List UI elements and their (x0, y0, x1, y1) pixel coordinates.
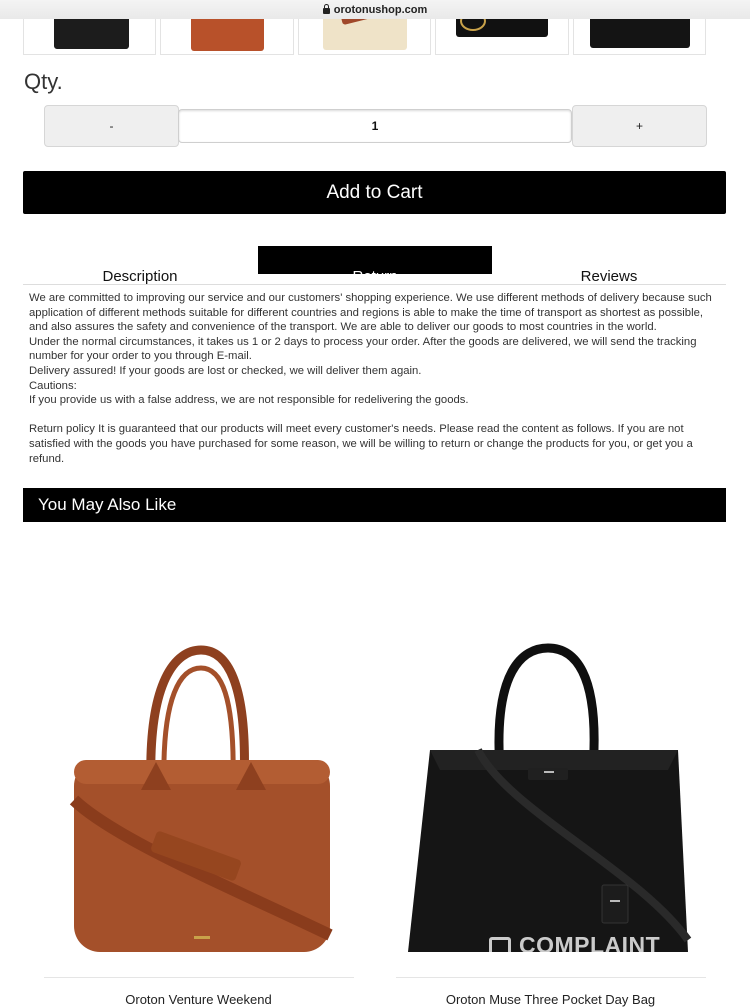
product-name[interactable]: Oroton Muse Three Pocket Day Bag (445, 992, 656, 1007)
decrease-quantity-button[interactable]: - (44, 105, 179, 147)
weekend-bag-image[interactable] (36, 640, 361, 970)
tab-reviews-label: Reviews (580, 268, 638, 285)
tab-return[interactable] (258, 246, 492, 285)
quantity-input[interactable]: 1 (178, 109, 572, 143)
cautions-paragraph: If you provide us with a false address, we are not responsible for redelivering the goods. (29, 394, 469, 407)
product-divider (396, 977, 706, 978)
quantity-label: Qty. (24, 69, 63, 94)
tab-reviews[interactable] (492, 246, 726, 285)
lock-icon (323, 8, 330, 14)
product-name[interactable]: Oroton Venture Weekend (125, 992, 272, 1007)
you-may-also-like-heading: You May Also Like (23, 488, 726, 522)
tote-bag-image[interactable] (388, 640, 713, 970)
watermark-text: COMPLAINT (519, 932, 661, 958)
watermark-logo-icon (489, 937, 511, 955)
product-card[interactable] (388, 540, 713, 1007)
url-text: orotonushop.com (333, 3, 428, 16)
tab-description[interactable] (23, 246, 257, 285)
complaint-watermark (489, 932, 660, 959)
product-card[interactable] (36, 540, 361, 1007)
increase-quantity-button[interactable]: + (572, 105, 707, 147)
browser-url-bar[interactable] (0, 0, 750, 19)
cautions-heading: Cautions: (29, 379, 77, 392)
delivery-assured-paragraph: Delivery assured! If your goods are lost or checked, we will deliver them again. (29, 364, 422, 377)
add-to-cart-button[interactable]: Add to Cart (23, 171, 726, 214)
product-info-tabs (23, 246, 726, 285)
tab-description-label: Description (102, 268, 178, 285)
return-policy-content (29, 291, 724, 466)
tab-return-label: Return (352, 268, 398, 285)
product-divider (44, 977, 354, 978)
quantity-stepper (44, 105, 706, 147)
processing-paragraph: Under the normal circumstances, it takes us 1 or 2 days to process your order. After the goods are delivered, we will send the tracking number for your order to you through E-mail. (29, 335, 697, 363)
return-policy-paragraph: Return policy It is guaranteed that our products will meet every customer's needs. Please read the content as follows. If you are not satisfied with the goods you have purchased for some reason, we will be willing to return or change the products for you, or get you a refund. (29, 423, 693, 465)
delivery-paragraph: We are committed to improving our service and our customers' shopping experience. We use different methods of delivery because such application of different methods suitable for different countries and regions is able to make the time of transport as shortest as possible, and also assures the safety and convenience of the transport. We are able to deliver our goods to most countries in the world. (29, 292, 712, 334)
